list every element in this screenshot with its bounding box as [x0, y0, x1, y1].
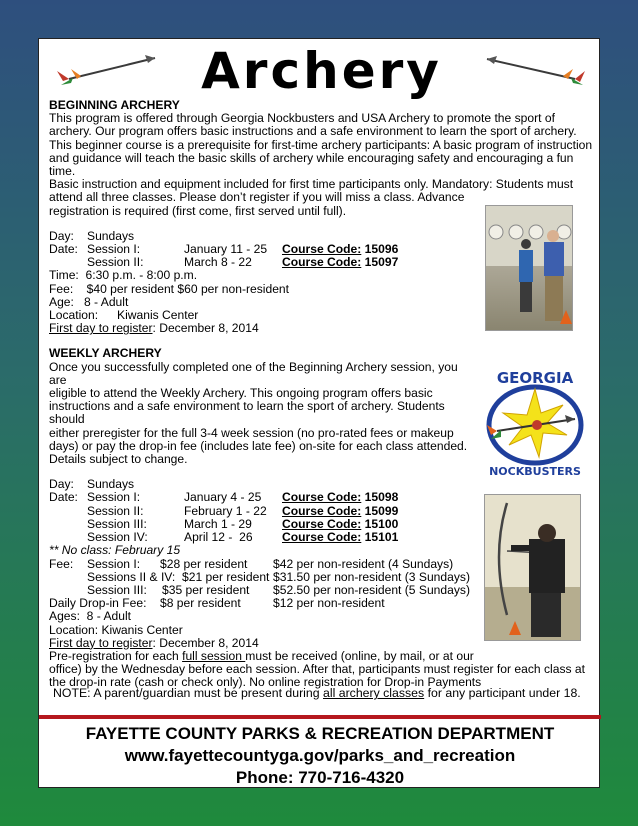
session-dates: April 12 - 26 — [184, 530, 253, 545]
register-value: : December 8, 2014 — [152, 635, 259, 650]
fee-nonresident: $52.50 per non-resident (5 Sundays) — [273, 582, 470, 597]
session-dates: February 1 - 22 — [184, 503, 267, 518]
fee-session: Session III: — [87, 582, 147, 597]
fee-label: Fee: — [49, 556, 74, 571]
course-code: 15099 — [364, 503, 399, 518]
fee-nonresident: $42 per non-resident (4 Sundays) — [273, 556, 454, 571]
weekly-heading: WEEKLY ARCHERY — [49, 346, 162, 361]
website-url[interactable]: www.fayettecountyga.gov/parks_and_recreation — [124, 746, 516, 765]
arrow-right-icon — [471, 49, 591, 89]
weekly-desc-line: either preregister for the full 3-4 week session (no pro-rated fees or makeup — [49, 425, 454, 440]
beginning-desc-line: archery. Our program offers basic instructions and a safe environment to learn the sport of archery. — [49, 124, 577, 139]
course-code: 15098 — [364, 490, 399, 505]
dropin-label: Daily Drop-in Fee: — [49, 596, 147, 611]
date-label: Date: — [49, 242, 78, 257]
location-value: Kiwanis Center — [117, 308, 199, 323]
session-name: Session III: — [87, 516, 147, 531]
location-label: Location: — [49, 308, 99, 323]
course-code-label: Course Code: — [282, 503, 362, 518]
day-label: Day: — [49, 477, 74, 492]
phone-number: Phone: 770-716-4320 — [235, 768, 405, 787]
fee-label — [49, 571, 87, 584]
prereg-text: must be received (online, by mail, or at our — [245, 648, 474, 663]
note-text: NOTE: A parent/guardian must be present during — [53, 686, 324, 700]
fee-resident: $28 per resident — [160, 556, 248, 571]
session-dates: January 11 - 25 — [184, 242, 268, 257]
georgia-nockbusters-logo — [479, 369, 591, 479]
parent-note — [53, 686, 598, 700]
department-name: FAYETTE COUNTY PARKS & RECREATION DEPARTMENT — [85, 724, 555, 743]
session-dates: March 8 - 22 — [184, 255, 252, 270]
footer — [39, 723, 601, 789]
logo-bottom-text: NOCKBUSTERS — [489, 465, 581, 478]
weekly-ages: Ages: 8 - Adult — [49, 609, 132, 624]
beginning-fee: Fee: $40 per resident $60 per non-resident — [49, 281, 290, 296]
register-label: First day to register — [49, 635, 153, 650]
title-banner — [39, 43, 599, 101]
prereg-line: the drop-in rate (cash or check only). No online registration for Drop-in Payments — [49, 675, 482, 690]
course-code: 15100 — [364, 516, 399, 531]
day-label: Day: — [49, 228, 74, 243]
day-value: Sundays — [87, 228, 135, 243]
session-name: Session I: — [87, 490, 141, 505]
register-value: : December 8, 2014 — [152, 321, 259, 336]
full-session-text: full session — [182, 648, 246, 663]
arrow-left-icon — [51, 49, 171, 89]
dropin-resident: $8 per resident — [160, 596, 241, 611]
beginning-desc-line: and guidance will teach the basic skills of archery while encouraging safety and encouraging a fun time. — [49, 150, 574, 179]
register-label: First day to register — [49, 321, 153, 336]
course-code-label: Course Code: — [282, 490, 362, 505]
beginning-heading: BEGINNING ARCHERY — [49, 98, 180, 112]
weekly-desc-line: eligible to attend the Weekly Archery. This ongoing program offers basic — [49, 386, 433, 401]
course-code-label: Course Code: — [282, 516, 362, 531]
archer-photo — [484, 494, 581, 641]
weekly-location: Location: Kiwanis Center — [49, 622, 183, 637]
beginning-desc-line: Basic instruction and equipment included for first time participants only. Mandatory: Students must — [49, 177, 574, 192]
beginning-desc-line: registration is required (first come, first served until full). — [49, 203, 347, 218]
beginning-desc-line: This beginner course is a prerequisite for first-time archery participants: A basic program of instruction — [49, 137, 593, 152]
beginning-desc-line: attend all three classes. Please don’t register if you will miss a class. Advance — [49, 190, 465, 205]
no-class-note: ** No class: February 15 — [49, 543, 181, 558]
day-value: Sundays — [87, 477, 135, 492]
weekly-desc-line: instructions and a safe environment to learn the sport of archery. Students should — [49, 399, 445, 427]
fee-resident: $21 per resident — [182, 569, 270, 584]
course-code-label: Course Code: — [282, 242, 362, 257]
fee-session: Sessions II & IV: — [87, 569, 176, 584]
flyer-page — [38, 38, 600, 788]
course-code-label: Course Code: — [282, 530, 362, 545]
course-code: 15096 — [364, 242, 399, 257]
logo-top-text: GEORGIA — [496, 369, 574, 387]
prereg-line: office) by the Wednesday before each session. After that, participants must register for each class at — [49, 662, 585, 677]
weekly-desc-line: Once you successfully completed one of the Beginning Archery session, you are — [49, 359, 458, 387]
course-code: 15097 — [364, 255, 399, 270]
session-name: Session I: — [87, 242, 141, 257]
fee-session: Session I: — [87, 556, 141, 571]
beginning-age: Age: 8 - Adult — [49, 294, 129, 309]
note-text: for any participant under 18. — [424, 686, 581, 700]
fee-nonresident: $31.50 per non-resident (3 Sundays) — [273, 569, 470, 584]
date-label: Date: — [49, 490, 78, 505]
session-name: Session II: — [87, 255, 144, 270]
session-dates: January 4 - 25 — [184, 490, 262, 505]
dropin-nonresident: $12 per non-resident — [273, 596, 385, 611]
prereg-text: Pre-registration for each — [49, 648, 183, 663]
course-code-label: Course Code: — [282, 255, 362, 270]
session-name: Session IV: — [87, 530, 148, 545]
session-dates: March 1 - 29 — [184, 516, 252, 531]
beginning-time: Time: 6:30 p.m. - 8:00 p.m. — [49, 268, 198, 283]
beginning-desc-line: This program is offered through Georgia Nockbusters and USA Archery to promote the sport of — [49, 111, 555, 126]
note-link-text: all archery classes — [323, 686, 425, 700]
weekly-desc-line: Details subject to change. — [49, 452, 188, 467]
fee-resident: $35 per resident — [162, 582, 250, 597]
page-title: Archery — [201, 42, 442, 100]
instructor-photo — [485, 205, 573, 331]
course-code: 15101 — [364, 530, 399, 545]
weekly-desc-line: days) or pay the drop-in fee (includes late fee) on-site for each class attended. — [49, 438, 468, 453]
footer-divider — [39, 715, 601, 719]
session-name: Session II: — [87, 503, 144, 518]
